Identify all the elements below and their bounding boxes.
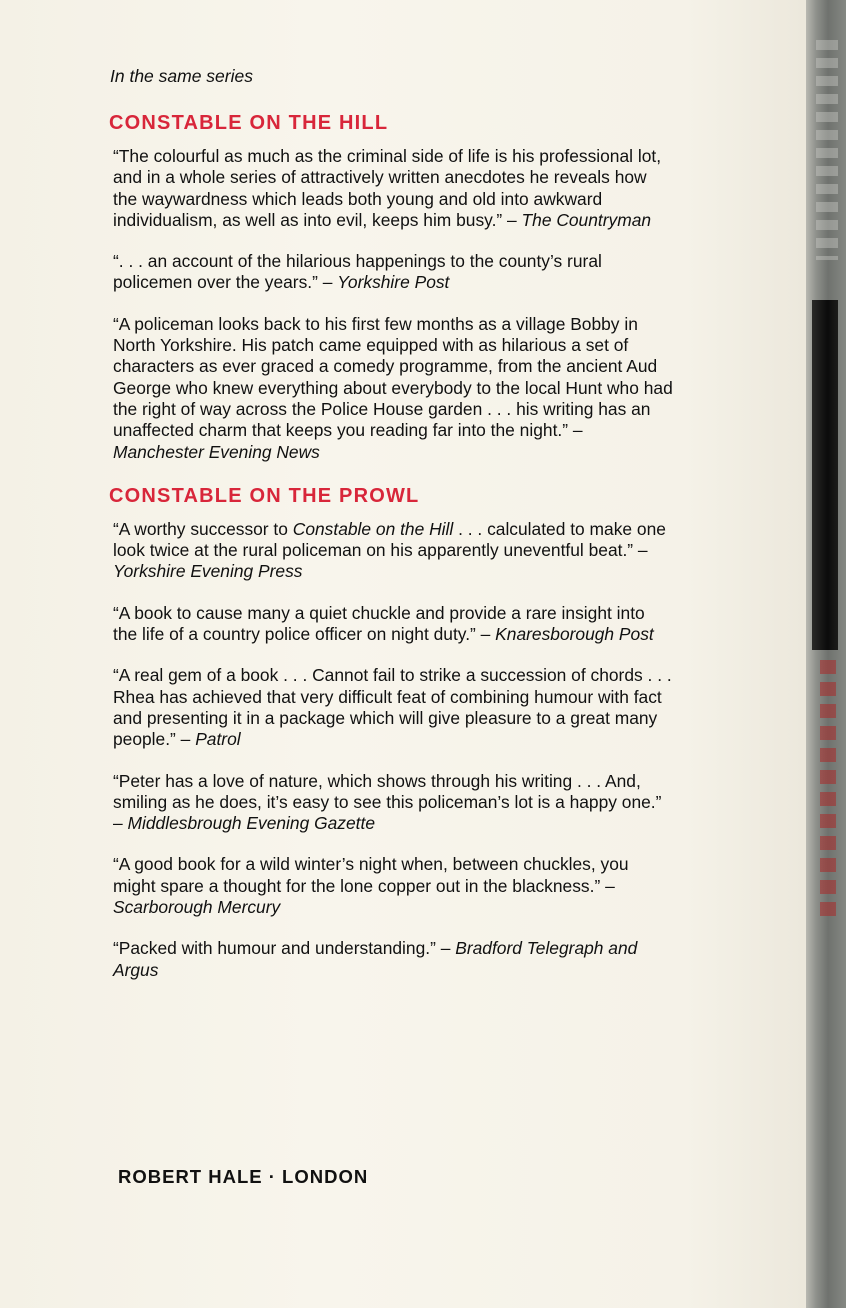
spine-dark-band: [812, 300, 838, 650]
review-quote: [113, 519, 673, 583]
spine-red-lettering: [820, 660, 836, 920]
blurb-content: [109, 64, 673, 1001]
quote-text-continued: . . . calculated to make one look twice at the rural policeman on his apparently uneventful beat.” –: [113, 518, 666, 561]
book-title-constable-on-the-hill: CONSTABLE ON THE HILL: [109, 112, 389, 134]
quote-text: “A book to cause many a quiet chuckle and provide a rare insight into the life of a country police officer on night duty.” –: [113, 602, 645, 645]
review-quote: [113, 854, 673, 918]
quote-text: “Packed with humour and understanding.” –: [113, 938, 456, 959]
review-quote: [113, 771, 673, 835]
review-quote: [113, 146, 673, 231]
quote-text: “A real gem of a book . . . Cannot fail to strike a succession of chords . . . Rhea has achieved that very difficult feat of combining humour with fact and presenting it in a package which will give pleasure to a great many people.” –: [113, 665, 672, 750]
review-quote: [113, 314, 673, 463]
spine-lettering-light: [816, 40, 838, 260]
publisher-imprint: ROBERT HALE · LONDON: [118, 1166, 369, 1187]
quote-text: “A good book for a wild winter’s night when, between chuckles, you might spare a thought for the lone copper out in the blackness.” –: [113, 854, 629, 896]
quote-source: Bradford Telegraph and Argus: [113, 938, 638, 980]
quote-source: Yorkshire Post: [337, 272, 450, 293]
quote-text: “A policeman looks back to his first few months as a village Bobby in North Yorkshire. His patch came equipped with as hilarious a set of characters as ever graced a comedy programme, from the ancient Aud George who knew everything about everybody to the local Hunt who had the right of way across the Police House garden . . . his writing has an unaffected charm that keeps you reading far into the night.” –: [113, 313, 673, 441]
quote-text: “A worthy successor to: [113, 518, 293, 539]
series-label: In the same series: [110, 66, 253, 86]
quote-text: “The colourful as much as the criminal side of life is his professional lot, and in a whole series of attractively written anecdotes he reveals how the waywardness which leads both young and old into awkward individualism, as well as into evil, keeps him busy.” –: [113, 146, 662, 230]
quote-source: The Countryman: [521, 209, 652, 230]
quote-source: Manchester Evening News: [113, 441, 320, 462]
review-quote: [113, 938, 673, 981]
quote-text: “. . . an account of the hilarious happenings to the county’s rural policemen over the years.” –: [113, 251, 602, 293]
quote-source: Yorkshire Evening Press: [113, 561, 303, 582]
quote-source: Middlesbrough Evening Gazette: [127, 813, 376, 834]
review-quote: [113, 251, 673, 294]
review-quote: [113, 665, 673, 750]
quote-source: Scarborough Mercury: [113, 897, 281, 918]
book-title-constable-on-the-prowl: CONSTABLE ON THE PROWL: [109, 484, 420, 507]
book-reference: Constable on the Hill: [292, 518, 454, 539]
quote-source: Knaresborough Post: [495, 624, 654, 645]
quote-text: “Peter has a love of nature, which shows through his writing . . . And, smiling as he does, it’s easy to see this policeman’s lot is a happy one.” –: [113, 770, 662, 834]
review-quote: [113, 603, 673, 646]
quote-source: Patrol: [195, 729, 241, 750]
